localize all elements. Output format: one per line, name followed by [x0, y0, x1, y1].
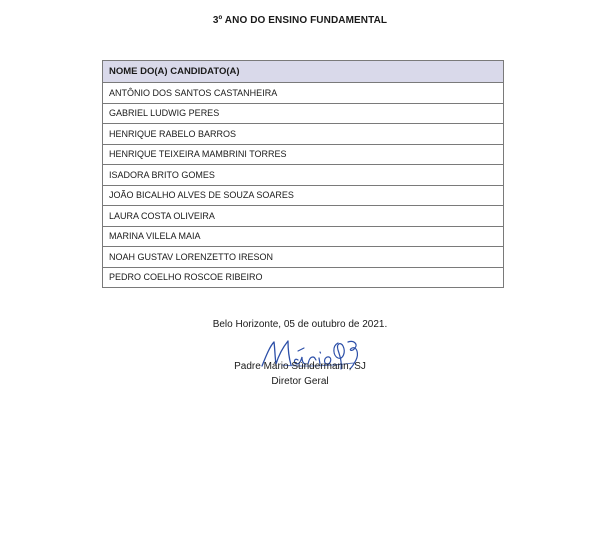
table-row — [103, 144, 504, 165]
candidate-name: ISADORA BRITO GOMES — [103, 165, 504, 186]
table-row — [103, 267, 504, 288]
document-subtitle: 3º ANO DO ENSINO FUNDAMENTAL — [212, 15, 388, 26]
column-header-candidate-name: NOME DO(A) CANDIDATO(A) — [103, 61, 504, 83]
signer-name: Padre Mário Sündermann, SJ — [234, 361, 366, 372]
table-row — [103, 124, 504, 145]
place-and-date: Belo Horizonte, 05 de outubro de 2021. — [212, 319, 388, 330]
table-row — [103, 103, 504, 124]
candidate-name: ANTÔNIO DOS SANTOS CASTANHEIRA — [103, 83, 504, 104]
candidate-name: NOAH GUSTAV LORENZETTO IRESON — [103, 247, 504, 268]
table-row — [103, 247, 504, 268]
candidate-name: GABRIEL LUDWIG PERES — [103, 103, 504, 124]
candidate-name: HENRIQUE TEIXEIRA MAMBRINI TORRES — [103, 144, 504, 165]
table-row — [103, 83, 504, 104]
table-row — [103, 226, 504, 247]
table-row — [103, 185, 504, 206]
table-row — [103, 206, 504, 227]
candidate-name: PEDRO COELHO ROSCOE RIBEIRO — [103, 267, 504, 288]
signer-role: Diretor Geral — [271, 376, 329, 387]
cropped-title-fragment — [228, 0, 404, 2]
candidate-name: JOÃO BICALHO ALVES DE SOUZA SOARES — [103, 185, 504, 206]
candidate-name: LAURA COSTA OLIVEIRA — [103, 206, 504, 227]
table-row — [103, 165, 504, 186]
candidate-name: MARINA VILELA MAIA — [103, 226, 504, 247]
candidates-table — [102, 60, 504, 288]
table-header-row — [103, 61, 504, 83]
candidate-name: HENRIQUE RABELO BARROS — [103, 124, 504, 145]
